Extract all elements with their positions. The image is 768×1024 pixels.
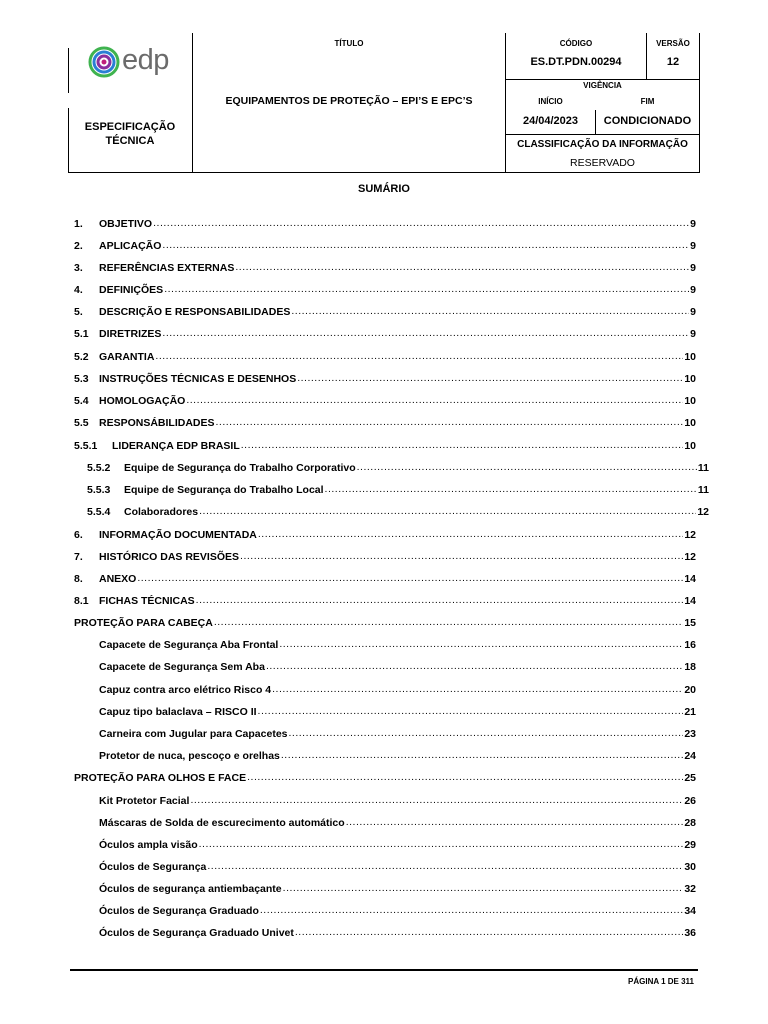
toc-entry-leader-dots bbox=[357, 461, 697, 473]
toc-entry[interactable] bbox=[74, 905, 696, 921]
toc-entry-label: APLICAÇÃO bbox=[99, 240, 162, 252]
toc-entry-label: Protetor de nuca, pescoço e orelhas bbox=[99, 750, 280, 762]
start-date: 24/04/2023 bbox=[522, 115, 579, 127]
toc-entry-number: 5.5 bbox=[74, 417, 89, 429]
toc-entry[interactable] bbox=[74, 595, 696, 611]
toc-entry[interactable] bbox=[74, 772, 696, 788]
toc-entry-leader-dots bbox=[216, 416, 684, 428]
toc-entry-label: Equipe de Segurança do Trabalho Local bbox=[124, 484, 324, 496]
toc-entry-number: 8. bbox=[74, 573, 83, 585]
toc-entry-label: Carneira com Jugular para Capacetes bbox=[99, 728, 288, 740]
toc-entry-leader-dots bbox=[164, 283, 689, 295]
version-label: VERSÃO bbox=[656, 39, 690, 48]
toc-entry-page: 10 bbox=[684, 417, 696, 429]
toc-entry-leader-dots bbox=[325, 483, 697, 495]
doc-type: ESPECIFICAÇÃO TÉCNICA bbox=[84, 121, 176, 147]
toc-entry-page: 11 bbox=[697, 484, 709, 496]
toc-entry-label: RESPONSÁBILIDADES bbox=[99, 417, 215, 429]
toc-entry-page: 12 bbox=[684, 551, 696, 563]
toc-entry[interactable] bbox=[74, 328, 696, 344]
classification-label: CLASSIFICAÇÃO DA INFORMAÇÃO bbox=[517, 139, 688, 150]
toc-entry-number: 5.5.3 bbox=[87, 484, 111, 496]
toc-entry[interactable] bbox=[74, 440, 696, 456]
toc-entry-label: GARANTIA bbox=[99, 351, 155, 363]
toc-entry-page: 21 bbox=[684, 706, 696, 718]
toc-entry[interactable] bbox=[74, 551, 696, 567]
toc-entry-number: 5.4 bbox=[74, 395, 89, 407]
toc-entry-page: 25 bbox=[684, 772, 696, 784]
toc-entry-page: 16 bbox=[684, 639, 696, 651]
edp-logo bbox=[88, 44, 188, 84]
toc-entry-label: FICHAS TÉCNICAS bbox=[99, 595, 195, 607]
toc-entry-number: 5.5.1 bbox=[74, 440, 98, 452]
toc-entry-label: Capuz contra arco elétrico Risco 4 bbox=[99, 684, 272, 696]
toc-entry-page: 9 bbox=[690, 262, 696, 274]
toc-entry-page: 12 bbox=[684, 529, 696, 541]
toc-entry-number: 5.2 bbox=[74, 351, 89, 363]
toc-entry-page: 15 bbox=[684, 617, 696, 629]
toc-entry-label: INFORMAÇÃO DOCUMENTADA bbox=[99, 529, 257, 541]
toc-entry-label: REFERÊNCIAS EXTERNAS bbox=[99, 262, 235, 274]
toc-entry-page: 12 bbox=[697, 506, 709, 518]
toc-entry-number: 1. bbox=[74, 218, 83, 230]
start-label: INÍCIO bbox=[538, 97, 563, 106]
classification-value: RESERVADO bbox=[570, 157, 635, 169]
toc-entry[interactable] bbox=[74, 661, 696, 677]
toc-entry-leader-dots bbox=[247, 771, 683, 783]
toc-entry-label: DIRETRIZES bbox=[99, 328, 162, 340]
toc-entry-leader-dots bbox=[235, 261, 689, 273]
toc-entry-label: Capacete de Segurança Sem Aba bbox=[99, 661, 265, 673]
code-label: CÓDIGO bbox=[559, 39, 593, 48]
toc-entry-page: 9 bbox=[690, 328, 696, 340]
toc-entry-leader-dots bbox=[272, 683, 683, 695]
toc-entry-page: 32 bbox=[684, 883, 696, 895]
end-label: FIM bbox=[640, 97, 655, 106]
toc-entry[interactable] bbox=[74, 639, 696, 655]
title-label: TÍTULO bbox=[334, 39, 364, 48]
toc-entry-page: 10 bbox=[684, 440, 696, 452]
toc-entry-page: 9 bbox=[690, 240, 696, 252]
document-header bbox=[0, 0, 768, 180]
toc-entry[interactable] bbox=[74, 728, 696, 744]
edp-logo-icon bbox=[88, 46, 120, 78]
toc-entry-leader-dots bbox=[137, 572, 683, 584]
toc-entry[interactable] bbox=[74, 240, 696, 256]
toc-entry-page: 11 bbox=[697, 462, 709, 474]
toc-entry[interactable] bbox=[74, 373, 696, 389]
toc-entry-leader-dots bbox=[155, 350, 683, 362]
toc-entry-number: 5. bbox=[74, 306, 83, 318]
toc-entry-label: ANEXO bbox=[99, 573, 137, 585]
header-left-border-top bbox=[68, 48, 69, 93]
toc-entry-leader-dots bbox=[199, 505, 696, 517]
toc-entry-page: 26 bbox=[684, 795, 696, 807]
toc-entry-page: 30 bbox=[684, 861, 696, 873]
toc-entry[interactable] bbox=[74, 883, 696, 899]
toc-entry-number: 5.5.2 bbox=[87, 462, 111, 474]
page-number: PÁGINA 1 DE 311 bbox=[628, 977, 694, 986]
toc-entry-leader-dots bbox=[186, 394, 683, 406]
toc-entry[interactable] bbox=[74, 927, 696, 943]
toc-entry-leader-dots bbox=[258, 528, 683, 540]
toc-entry[interactable] bbox=[74, 529, 696, 545]
toc-entry[interactable] bbox=[74, 617, 696, 633]
toc-entry[interactable] bbox=[74, 839, 696, 855]
toc-entry-leader-dots bbox=[279, 638, 683, 650]
toc-entry-leader-dots bbox=[207, 860, 683, 872]
toc-entry[interactable] bbox=[74, 795, 696, 811]
toc-entry-label: INSTRUÇÕES TÉCNICAS E DESENHOS bbox=[99, 373, 297, 385]
toc-entry[interactable] bbox=[74, 484, 709, 500]
toc-entry-label: Óculos de Segurança Graduado Univet bbox=[99, 927, 294, 939]
toc-entry-label: DEFINIÇÕES bbox=[99, 284, 164, 296]
toc-entry-label: Equipe de Segurança do Trabalho Corporativo bbox=[124, 462, 356, 474]
toc-entry-page: 28 bbox=[684, 817, 696, 829]
toc-entry[interactable] bbox=[74, 417, 696, 433]
toc-entry[interactable] bbox=[74, 573, 696, 589]
toc-entry-label: Máscaras de Solda de escurecimento automático bbox=[99, 817, 345, 829]
toc-entry[interactable] bbox=[74, 750, 696, 766]
toc-entry-label: PROTEÇÃO PARA OLHOS E FACE bbox=[74, 772, 247, 784]
toc-entry-page: 20 bbox=[684, 684, 696, 696]
toc-entry[interactable] bbox=[74, 861, 696, 877]
toc-entry-leader-dots bbox=[266, 660, 683, 672]
summary-title: SUMÁRIO bbox=[358, 183, 410, 195]
toc-entry-label: Capacete de Segurança Aba Frontal bbox=[99, 639, 279, 651]
toc-entry-leader-dots bbox=[162, 239, 689, 251]
toc-entry-page: 10 bbox=[684, 373, 696, 385]
toc-entry-number: 7. bbox=[74, 551, 83, 563]
toc-entry[interactable] bbox=[74, 462, 709, 478]
end-date: CONDICIONADO bbox=[603, 115, 692, 127]
toc-entry[interactable] bbox=[74, 684, 696, 700]
toc-entry-leader-dots bbox=[241, 439, 684, 451]
toc-entry[interactable] bbox=[74, 351, 696, 367]
toc-entry-page: 18 bbox=[684, 661, 696, 673]
toc-entry-page: 9 bbox=[690, 306, 696, 318]
toc-entry-number: 6. bbox=[74, 529, 83, 541]
toc-entry-label: DESCRIÇÃO E RESPONSABILIDADES bbox=[99, 306, 291, 318]
header-bottom-border bbox=[68, 172, 700, 173]
toc-entry-label: Capuz tipo balaclava – RISCO II bbox=[99, 706, 257, 718]
toc-entry-leader-dots bbox=[289, 727, 684, 739]
toc-entry-leader-dots bbox=[190, 794, 683, 806]
toc-entry-label: LIDERANÇA EDP BRASIL bbox=[112, 440, 240, 452]
toc-entry-leader-dots bbox=[295, 926, 683, 938]
toc-entry[interactable] bbox=[74, 817, 696, 833]
toc-entry-page: 29 bbox=[684, 839, 696, 851]
toc-entry-leader-dots bbox=[291, 305, 689, 317]
toc-entry-page: 23 bbox=[684, 728, 696, 740]
toc-entry-number: 5.1 bbox=[74, 328, 89, 340]
toc-entry-label: Óculos de Segurança bbox=[99, 861, 207, 873]
toc-entry-label: HOMOLOGAÇÃO bbox=[99, 395, 186, 407]
toc-entry-page: 9 bbox=[690, 284, 696, 296]
toc-entry-number: 5.3 bbox=[74, 373, 89, 385]
footer-line bbox=[70, 969, 698, 971]
toc-entry-leader-dots bbox=[196, 594, 684, 606]
toc-entry[interactable] bbox=[74, 218, 696, 234]
toc-entry-leader-dots bbox=[162, 327, 689, 339]
header-left-border-bottom bbox=[68, 108, 69, 172]
toc-entry-leader-dots bbox=[283, 882, 684, 894]
toc-entry-page: 24 bbox=[684, 750, 696, 762]
validity-label: VIGÊNCIA bbox=[583, 81, 622, 90]
toc-entry-page: 36 bbox=[684, 927, 696, 939]
toc-entry-leader-dots bbox=[297, 372, 683, 384]
edp-logo-text: edp bbox=[122, 44, 169, 76]
toc-entry-page: 9 bbox=[690, 218, 696, 230]
toc-entry-label: Óculos de Segurança Graduado bbox=[99, 905, 259, 917]
toc-entry-number: 8.1 bbox=[74, 595, 89, 607]
toc-entry-leader-dots bbox=[346, 816, 684, 828]
toc-entry[interactable] bbox=[74, 506, 709, 522]
code-value: ES.DT.PDN.00294 bbox=[530, 56, 622, 68]
toc-entry[interactable] bbox=[74, 395, 696, 411]
header-hline-code bbox=[505, 79, 700, 80]
toc-entry[interactable] bbox=[74, 284, 696, 300]
toc-entry[interactable] bbox=[74, 306, 696, 322]
toc-entry-label: Óculos de segurança antiembaçante bbox=[99, 883, 282, 895]
toc-entry-page: 14 bbox=[684, 595, 696, 607]
toc-entry[interactable] bbox=[74, 262, 696, 278]
version-value: 12 bbox=[666, 56, 680, 68]
toc-entry-page: 10 bbox=[684, 351, 696, 363]
toc-entry-label: PROTEÇÃO PARA CABEÇA bbox=[74, 617, 213, 629]
toc-entry-number: 3. bbox=[74, 262, 83, 274]
toc-entry-leader-dots bbox=[260, 904, 683, 916]
toc-entry-leader-dots bbox=[153, 217, 689, 229]
toc-entry-page: 14 bbox=[684, 573, 696, 585]
toc-entry-leader-dots bbox=[281, 749, 683, 761]
toc-entry[interactable] bbox=[74, 706, 696, 722]
toc-entry-label: OBJETIVO bbox=[99, 218, 153, 230]
toc-entry-leader-dots bbox=[240, 550, 683, 562]
header-right-border bbox=[699, 33, 700, 173]
toc-entry-leader-dots bbox=[214, 616, 683, 628]
toc-entry-label: Óculos ampla visão bbox=[99, 839, 198, 851]
doc-title: EQUIPAMENTOS DE PROTEÇÃO – EPI’S E EPC’S bbox=[225, 95, 473, 107]
toc-entry-page: 10 bbox=[684, 395, 696, 407]
toc-entry-label: HISTÓRICO DAS REVISÕES bbox=[99, 551, 240, 563]
toc-entry-label: Kit Protetor Facial bbox=[99, 795, 190, 807]
toc-entry-number: 2. bbox=[74, 240, 83, 252]
toc-entry-page: 34 bbox=[684, 905, 696, 917]
toc-entry-number: 4. bbox=[74, 284, 83, 296]
toc-entry-leader-dots bbox=[258, 705, 684, 717]
toc-entry-number: 5.5.4 bbox=[87, 506, 111, 518]
toc-entry-leader-dots bbox=[199, 838, 684, 850]
toc-entry-label: Colaboradores bbox=[124, 506, 199, 518]
header-hline-dates bbox=[505, 134, 700, 135]
